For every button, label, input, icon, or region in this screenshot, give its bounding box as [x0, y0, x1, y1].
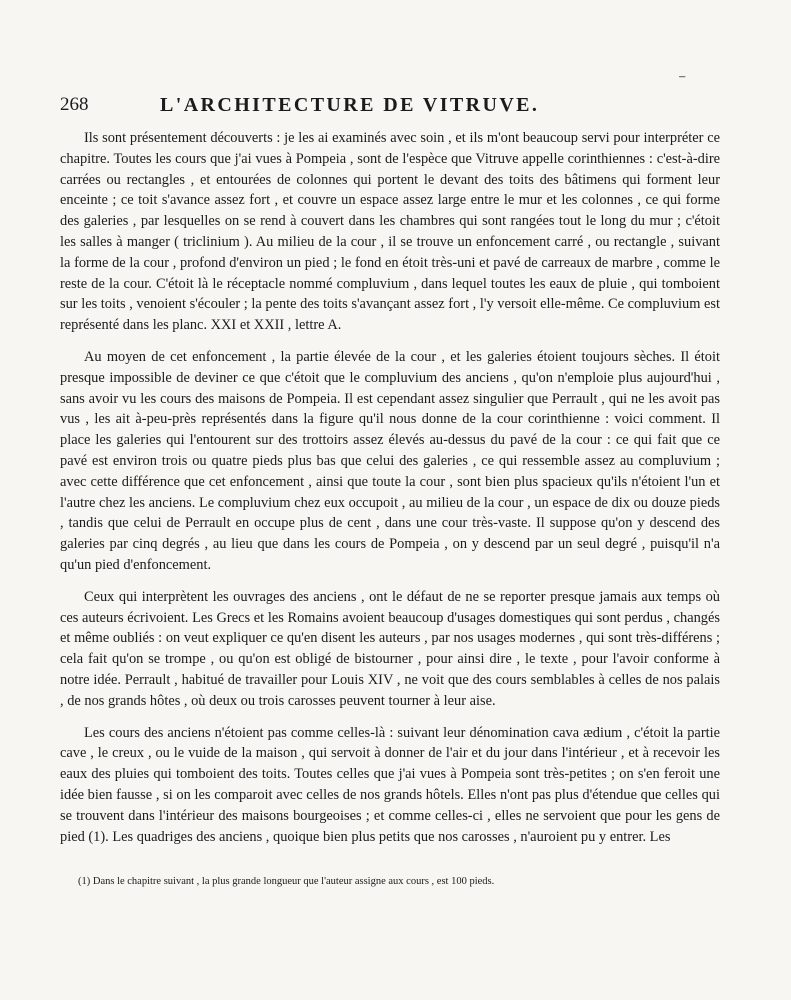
page-header	[60, 94, 750, 120]
corner-mark: ⁻	[678, 70, 687, 89]
paragraph-3: Ceux qui interprètent les ouvrages des anciens , ont le défaut de ne se reporter presque jamais aux temps où ces auteurs écrivoient. Les Grecs et les Romains avoient beaucoup d'usages domestiques qui sont perdus , changés et même oubliés : on veut expliquer ce qu'en disent les auteurs , par nos usages modernes , qui sont très-différens ; cela fait qu'on se trompe , ou qu'on est obligé de bistourner , pour ainsi dire , le texte , pour l'avoir conforme à notre idée. Perrault , habitué de travailler pour Louis XIV , ne voit que des cours semblables à celles de nos palais , de nos grands hôtes , où deux ou trois carosses peuvent tourner à leur aise.	[60, 588, 720, 709]
running-title: L'ARCHITECTURE DE VITRUVE.	[160, 94, 540, 116]
page-number: 268	[60, 94, 89, 115]
paragraph-2: Au moyen de cet enfoncement , la partie élevée de la cour , et les galeries étoient toujours sèches. Il étoit presque impossible de deviner ce que c'étoit que le compluvium des anciens , qu'on n'emploie plus aujourd'hui , sans avoir vu les cours des maisons de Pompeia. Il est cependant assez singulier que Perrault , qui ne les avoit pas vus , les ait à-peu-près représentés dans la figure qu'il nous donne de la cour corinthienne : voici comment. Il place les galeries qui l'entourent sur des trottoirs assez élevés au-dessus du pavé de la cour : ce qui fait que ce pavé est environ trois ou quatre pieds plus bas que celui des galeries , ce qui ressemble assez au compluvium ; avec cette différence que cet enfoncement , ainsi que toute la cour , sont bien plus spacieux qu'ils n'étoient l'un et l'autre chez les anciens. Le compluvium chez eux occupoit , au milieu de la cour , un espace de dix ou douze pieds , tandis que celui de Perrault en occupe plus de cent , dans une cour très-vaste. Il suppose qu'on y descend des galeries par cinq degrés , au lieu que dans les cours de Pompeia , on y descend par un seul degré , puisqu'il n'a qu'un pied d'enfoncement.	[60, 348, 720, 573]
body-text	[60, 128, 720, 858]
paragraph-4: Les cours des anciens n'étoient pas comme celles-là : suivant leur dénomination cava ædium , c'étoit la partie cave , le creux , ou le vuide de la maison , qui servoit à donner de l'air et du jour dans l'intérieur , et à recevoir les eaux des pluies qui tomboient des toits. Toutes celles que j'ai vues à Pompeia sont très-petites ; on s'en feroit une idée bien fausse , si on les comparoit avec celles de nos grands hôtels. Elles n'ont pas plus d'étendue que celles qui se trouvent dans l'intérieur des maisons bourgeoises ; et comme celles-ci , elles ne servoient que pour les gens de pied (1). Les quadriges des anciens , quoique bien plus petits que nos carosses , n'auroient pu y entrer. Les	[60, 724, 720, 845]
paragraph-1: Ils sont présentement découverts : je les ai examinés avec soin , et ils m'ont beaucoup servi pour interpréter ce chapitre. Toutes les cours que j'ai vues à Pompeia , sont de l'espèce que Vitruve appelle corinthiennes : c'est-à-dire carrées ou rectangles , et entourées de colonnes qui portent le devant des toits des bâtimens qui forment leur enceinte ; ce toit s'avance assez fort , et couvre un espace assez large entre le mur et les colonnes , ce qui forme des galeries , par lesquelles on se rend à couvert dans les chambres qui sont rangées tout le long du mur ; c'étoit les salles à manger ( triclinium ). Au milieu de la cour , il se trouve un enfoncement carré , ou rectangle , suivant la forme de la cour , profond d'environ un pied ; le fond en étoit très-uni et pavé de carreaux de marbre , comme le reste de la cour. C'étoit là le réceptacle nommé compluvium , dans lequel toutes les eaux de pluie , qui tomboient sur les toits , venoient s'écouler ; la pente des toits s'avançant assez fort , l'y versoit elle-même. Ce compluvium est représenté dans les planc. XXI et XXII , lettre A.	[60, 130, 720, 334]
footnote: (1) Dans le chapitre suivant , la plus grande longueur que l'auteur assigne aux cours , est 100 pieds.	[78, 876, 495, 887]
